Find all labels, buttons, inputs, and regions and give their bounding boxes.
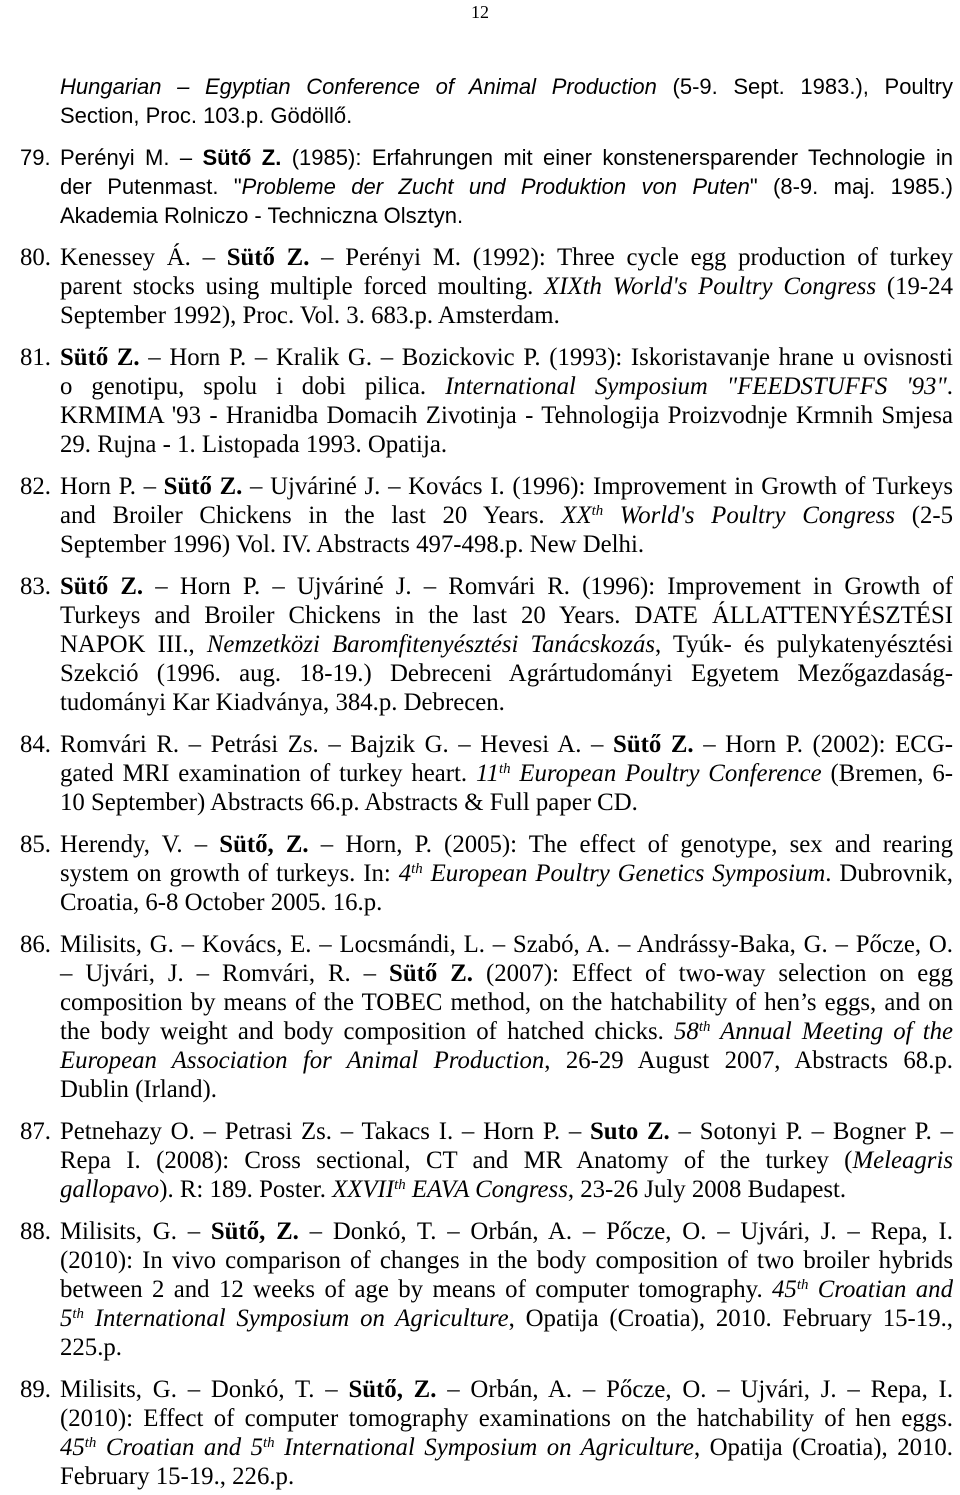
reference-number: 87.: [20, 1118, 51, 1145]
publication-title: 45: [60, 1434, 85, 1461]
page-number: 12: [471, 2, 489, 22]
reference-line: [60, 472, 953, 501]
ordinal-superscript: th: [394, 1176, 406, 1193]
reference-text: (Bremen, 6-: [821, 760, 953, 787]
publication-title: Croatian and: [808, 1276, 953, 1303]
reference-text: ). R: 189. Poster.: [159, 1176, 333, 1203]
reference-text: 10 September) Abstracts 66.p. Abstracts & Full paper CD.: [60, 789, 638, 816]
reference-line: [60, 1146, 953, 1175]
reference-text: NAPOK III.,: [60, 631, 207, 658]
ordinal-superscript: th: [498, 760, 511, 777]
reference-line: [60, 430, 953, 459]
reference-text: Akademia Rolniczo - Techniczna Olsztyn.: [60, 203, 464, 228]
reference-text: . Dubrovnik,: [825, 860, 953, 887]
reference-text: and Broiler Chickens in the last 20 Years.: [60, 502, 562, 529]
author-highlight: Sütő Z.: [389, 960, 473, 987]
reference-text: tudományi Kar Kiadványa, 384.p. Debrecen.: [60, 689, 505, 716]
reference-entry: [20, 1117, 953, 1204]
reference-number: 82.: [20, 473, 51, 500]
reference-number: 84.: [20, 731, 51, 758]
reference-line: [60, 1333, 953, 1362]
reference-line: [60, 1246, 953, 1275]
reference-text: gated MRI examination of turkey heart.: [60, 760, 476, 787]
reference-line: [60, 959, 953, 988]
reference-line: [60, 143, 953, 172]
reference-text: , 26-29 August 2007, Abstracts 68.p.: [544, 1047, 953, 1074]
author-highlight: Sütő Z.: [226, 244, 310, 271]
reference-line: [60, 201, 953, 230]
reference-line: [60, 501, 953, 530]
publication-title: Meleagris: [852, 1147, 953, 1174]
reference-entry: [20, 143, 954, 230]
reference-entry: [20, 472, 954, 559]
publication-title: World's Poultry Congress: [603, 502, 896, 529]
reference-text: Dublin (Irland).: [60, 1076, 218, 1103]
reference-text: – Horn P. – Ujváriné J. – Romvári R. (1996): Improvement in Growth of: [143, 573, 953, 600]
reference-line: [60, 759, 953, 788]
reference-text: Repa I. (2008): Cross sectional, CT and MR Anatomy of the turkey (: [60, 1147, 853, 1174]
reference-text: – Donkó, T. – Orbán, A. – Pőcze, O. – Ujvári, J. – Repa, I.: [298, 1218, 953, 1245]
reference-text: Szekció (1996. aug. 18-19.) Debreceni Agrártudományi Egyetem Mezőgazdaság-: [60, 660, 953, 687]
author-highlight: Sütő Z.: [60, 344, 140, 371]
publication-title: 11: [475, 760, 499, 787]
reference-text: the body weight and body composition of hatched chicks.: [60, 1018, 675, 1045]
reference-number: 89.: [20, 1376, 51, 1403]
reference-number: 81.: [20, 344, 51, 371]
reference-text: Milisits, G. –: [60, 1218, 211, 1245]
reference-text: Croatia, 6-8 October 2005. 16.p.: [60, 889, 383, 916]
reference-line: [60, 1375, 953, 1404]
reference-text: (2010): Effect of computer tomography examinations on the hatchability of hen eggs.: [60, 1405, 953, 1432]
reference-text: , Tyúk- és pulykatenyésztési: [655, 631, 953, 658]
publication-title: Hungarian – Egyptian Conference of Animal Production: [60, 74, 657, 99]
reference-number: 83.: [20, 573, 51, 600]
reference-text: – Orbán, A. – Pőcze, O. – Ujvári, J. – Repa, I.: [436, 1376, 954, 1403]
ordinal-superscript: th: [262, 1434, 275, 1451]
reference-text: Milisits, G. – Kovács, E. – Locsmándi, L. – Szabó, A. – Andrássy-Baka, G. – Pőcze, O.: [60, 931, 953, 958]
reference-line: [60, 1217, 953, 1246]
reference-number: 85.: [20, 831, 51, 858]
reference-text: September 1992), Proc. Vol. 3. 683.p. Amsterdam.: [60, 302, 560, 329]
reference-text: – Sotonyi P. – Bogner P. –: [669, 1118, 953, 1145]
reference-text: der Putenmast. ": [60, 174, 242, 199]
publication-title: EAVA Congress: [405, 1176, 568, 1203]
reference-line: [60, 72, 953, 101]
reference-line: [60, 530, 953, 559]
reference-text: Perényi M. –: [60, 145, 203, 170]
reference-text: .: [946, 373, 953, 400]
reference-line: [60, 1462, 953, 1491]
reference-line: [60, 172, 953, 201]
reference-line: [60, 659, 953, 688]
author-highlight: Sütő Z.: [60, 573, 144, 600]
reference-text: – Horn P. (2002): ECG-: [693, 731, 953, 758]
reference-text: parent stocks using multiple forced moulting.: [60, 273, 545, 300]
reference-line: [60, 1046, 953, 1075]
author-highlight: Sütő Z.: [202, 145, 282, 170]
publication-title: Probleme der Zucht und Produktion von Puten: [241, 174, 750, 199]
reference-line: [60, 1304, 953, 1333]
reference-text: , Opatija (Croatia), 2010. February 15-19.,: [508, 1305, 953, 1332]
reference-line: [60, 1433, 953, 1462]
publication-title: XX: [561, 502, 592, 529]
reference-text: – Horn P. – Kralik G. – Bozickovic P. (1993): Iskoristavanje hrane u ovisnosti: [139, 344, 953, 371]
reference-line: [60, 1275, 953, 1304]
reference-line: [60, 572, 953, 601]
publication-title: XIXth World's Poultry Congress: [544, 273, 877, 300]
reference-text: , 23-26 July 2008 Budapest.: [567, 1176, 847, 1203]
reference-text: Herendy, V. –: [60, 831, 220, 858]
ordinal-superscript: th: [698, 1018, 711, 1035]
reference-line: [60, 688, 953, 717]
reference-line: [60, 1075, 953, 1104]
reference-line: [60, 630, 953, 659]
publication-title: 45: [772, 1276, 797, 1303]
reference-text: Turkeys and Broiler Chickens in the last 20 Years. DATE ÁLLATTENYÉSZTÉSI: [60, 602, 953, 629]
publication-title: International Symposium "FEEDSTUFFS '93": [445, 373, 947, 400]
reference-line: [60, 343, 953, 372]
reference-line: [60, 1117, 953, 1146]
reference-continuation: [60, 72, 953, 130]
publication-title: Annual Meeting of the: [710, 1018, 953, 1045]
reference-text: between 2 and 12 weeks of age by means of computer tomography.: [60, 1276, 773, 1303]
reference-line: [60, 788, 953, 817]
reference-text: (19-24: [876, 273, 953, 300]
reference-line: [60, 243, 953, 272]
reference-text: KRMIMA '93 - Hranidba Domacih Zivotinja - Tehnologija Proizvodnje Krmnih Smjesa: [60, 402, 953, 429]
reference-entry: [20, 730, 953, 817]
publication-title: Nemzetközi Baromfitenyésztési Tanácskozás: [206, 631, 655, 658]
ordinal-superscript: th: [411, 860, 423, 877]
reference-line: [60, 888, 953, 917]
reference-entry: [20, 243, 953, 330]
reference-text: Petnehazy O. – Petrasi Zs. – Takacs I. – Horn P. –: [60, 1118, 591, 1145]
reference-text: 29. Rujna - 1. Listopada 1993. Opatija.: [60, 431, 448, 458]
reference-text: system on growth of turkeys. In:: [60, 860, 399, 887]
reference-text: (2-5: [895, 502, 954, 529]
reference-number: 86.: [20, 931, 51, 958]
reference-entry: [20, 1375, 954, 1491]
reference-text: – Ujváriné J. – Kovács I. (1996): Improvement in Growth of Turkeys: [242, 473, 953, 500]
reference-text: Kenessey Á. –: [60, 244, 227, 271]
publication-title: European Poultry Genetics Symposium: [422, 860, 826, 887]
reference-text: Romvári R. – Petrási Zs. – Bajzik G. – Hevesi A. –: [60, 731, 614, 758]
reference-line: [60, 730, 953, 759]
reference-text: (1985): Erfahrungen mit einer konstenersparender Technologie in: [281, 145, 954, 170]
reference-line: [60, 1175, 953, 1204]
reference-entry: [20, 572, 953, 717]
reference-text: , Opatija (Croatia), 2010.: [693, 1434, 953, 1461]
reference-text: o genotipu, spolu i dobi pilica.: [60, 373, 446, 400]
publication-title: 4: [398, 860, 412, 887]
reference-text: – Ujvári, J. – Romvári, R. –: [60, 960, 390, 987]
reference-text: February 15-19., 226.p.: [60, 1463, 295, 1490]
reference-line: [60, 830, 953, 859]
reference-text: Milisits, G. – Donkó, T. –: [60, 1376, 349, 1403]
reference-list: [20, 72, 954, 1491]
reference-line: [60, 401, 953, 430]
publication-title: International Symposium on Agriculture: [83, 1305, 509, 1332]
reference-line: [60, 930, 953, 959]
publication-title: gallopavo: [60, 1176, 160, 1203]
reference-text: " (8-9. maj. 1985.): [749, 174, 954, 199]
reference-number: 88.: [20, 1218, 51, 1245]
ordinal-superscript: th: [84, 1434, 97, 1451]
reference-entry: [20, 830, 954, 917]
publication-title: XXVII: [332, 1176, 395, 1203]
author-highlight: Sütő, Z.: [210, 1218, 299, 1245]
reference-line: [60, 601, 953, 630]
reference-line: [60, 272, 953, 301]
reference-line: [60, 1017, 953, 1046]
reference-line: [60, 859, 953, 888]
reference-entry: [20, 1217, 953, 1362]
publication-title: European Poultry Conference: [510, 760, 822, 787]
reference-text: Horn P. –: [60, 473, 164, 500]
reference-text: – Horn, P. (2005): The effect of genotype, sex and rearing: [308, 831, 954, 858]
reference-line: [60, 101, 953, 130]
author-highlight: Sütő, Z.: [219, 831, 309, 858]
reference-text: September 1996) Vol. IV. Abstracts 497-498.p. New Delhi.: [60, 531, 645, 558]
reference-line: [60, 988, 953, 1017]
publication-title: Croatian and 5: [96, 1434, 263, 1461]
reference-text: (5-9. Sept. 1983.), Poultry: [656, 74, 953, 99]
reference-number: 80.: [20, 244, 51, 271]
publication-title: 58: [674, 1018, 699, 1045]
publication-title: European Association for Animal Production: [60, 1047, 545, 1074]
reference-entry: [20, 930, 953, 1104]
author-highlight: Sütő, Z.: [348, 1376, 437, 1403]
publication-title: 5: [60, 1305, 73, 1332]
reference-number: 79.: [20, 145, 51, 170]
reference-line: [60, 1404, 953, 1433]
ordinal-superscript: th: [591, 502, 604, 519]
author-highlight: Suto Z.: [590, 1118, 670, 1145]
author-highlight: Sütő Z.: [163, 473, 243, 500]
reference-line: [60, 372, 953, 401]
reference-line: [60, 301, 953, 330]
author-highlight: Sütő Z.: [613, 731, 694, 758]
ordinal-superscript: th: [796, 1276, 809, 1293]
reference-text: – Perényi M. (1992): Three cycle egg production of turkey: [309, 244, 953, 271]
publication-title: International Symposium on Agriculture: [274, 1434, 694, 1461]
reference-text: 225.p.: [60, 1334, 122, 1361]
reference-text: (2010): In vivo comparison of changes in the body composition of two broiler hybrids: [60, 1247, 953, 1274]
reference-text: (2007): Effect of two-way selection on egg: [473, 960, 953, 987]
ordinal-superscript: th: [72, 1305, 84, 1322]
reference-text: Section, Proc. 103.p. Gödöllő.: [60, 103, 353, 128]
reference-text: composition by means of the TOBEC method, on the hatchability of hen’s eggs, and on: [60, 989, 953, 1016]
reference-entry: [20, 343, 953, 459]
